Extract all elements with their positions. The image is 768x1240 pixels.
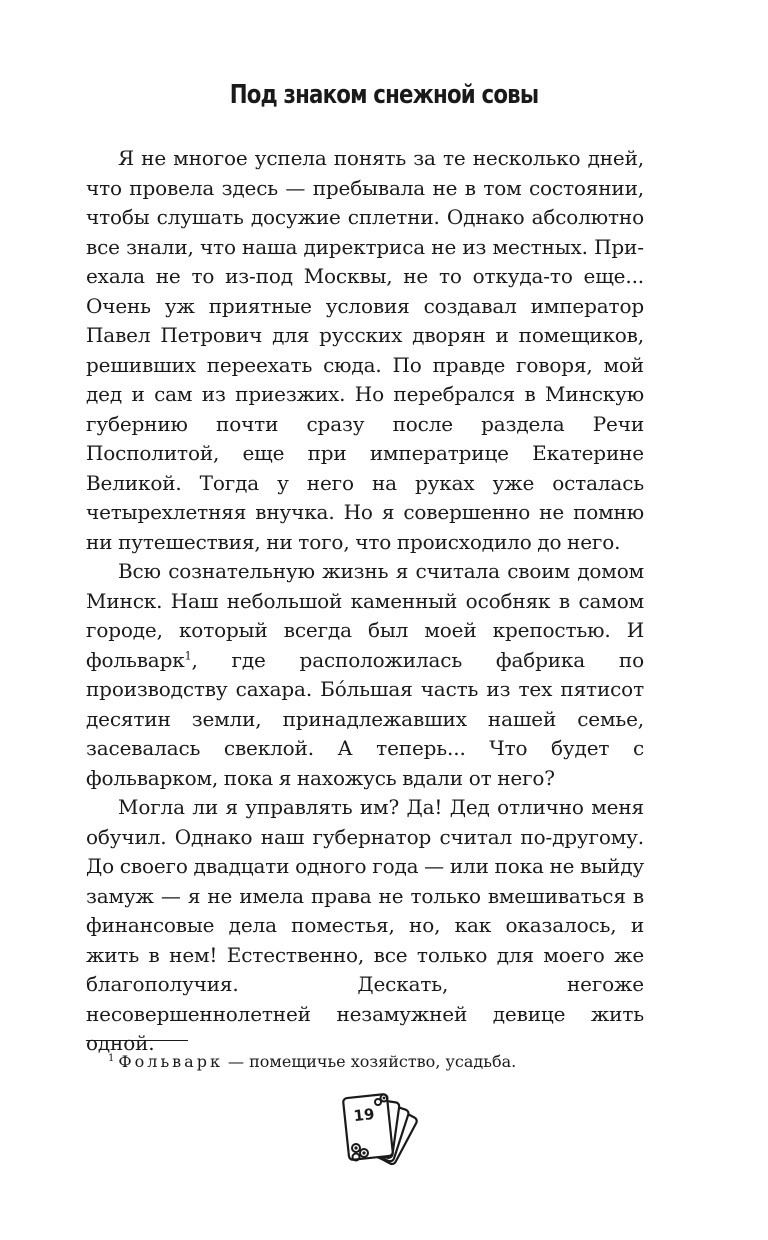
paragraph-2 (86, 557, 644, 793)
paragraph-2-text-b: , где расположилась фабрика по производству сахара. Бóльшая часть из тех пятисот десятин земли, принадлежавших нашей семье, засевалась свеклой. А теперь... Что будет с фольварком, пока я нахожусь вдали от него? (86, 647, 644, 790)
page-number: 19 (352, 1104, 376, 1126)
footnote-text: — помещичье хозяйство, усадьба. (222, 1052, 517, 1071)
running-title: Под знаком снежной совы (229, 80, 539, 110)
footnote-reference[interactable]: 1 (184, 648, 192, 662)
paragraph-2-text-a: Всю сознательную жизнь я считала своим домом Минск. Наш небольшой каменный особняк в самом городе, который всегда был моей крепостью. И фольварк (86, 559, 644, 672)
page-folio (326, 1086, 426, 1186)
paragraph-3: Могла ли я управлять им? Да! Дед отлично меня обучил. Однако наш губернатор считал по-другому. До своего двадцати одного года — или пока не выйду замуж — я не имела права не только вмешиваться в финансовые дела поместья, но, как оказалось, и жить в нем! Естественно, все только для моего же благополучия. Дескать, негоже несовершеннолетней незамужней девице жить одной. (86, 795, 644, 1055)
footnote (108, 1050, 628, 1074)
footnote-number: 1 (108, 1052, 115, 1064)
footnote-term: Фольварк (118, 1052, 223, 1071)
playing-cards-icon (326, 1086, 426, 1186)
paragraph-1: Я не многое успела понять за те несколько дней, что провела здесь — пребывала не в том состоянии, чтобы слушать досужие сплетни. Однако абсолютно все знали, что наша директриса не из местных. Приехала не то из-под Москвы, не то откуда-то еще... Очень уж приятные условия создавал император Павел Петрович для русских дворян и помещиков, решивших переехать сюда. По правде говоря, мой дед и сам из приезжих. Но перебрался в Минскую губернию почти сразу после раздела Речи Посполитой, еще при императрице Екатерине Великой. Тогда у него на руках уже осталась четырехлетняя внучка. Но я совершенно не помню ни путешествия, ни того, что происходило до него. (86, 146, 644, 554)
footnote-divider (86, 1040, 188, 1041)
main-text (86, 144, 644, 1059)
